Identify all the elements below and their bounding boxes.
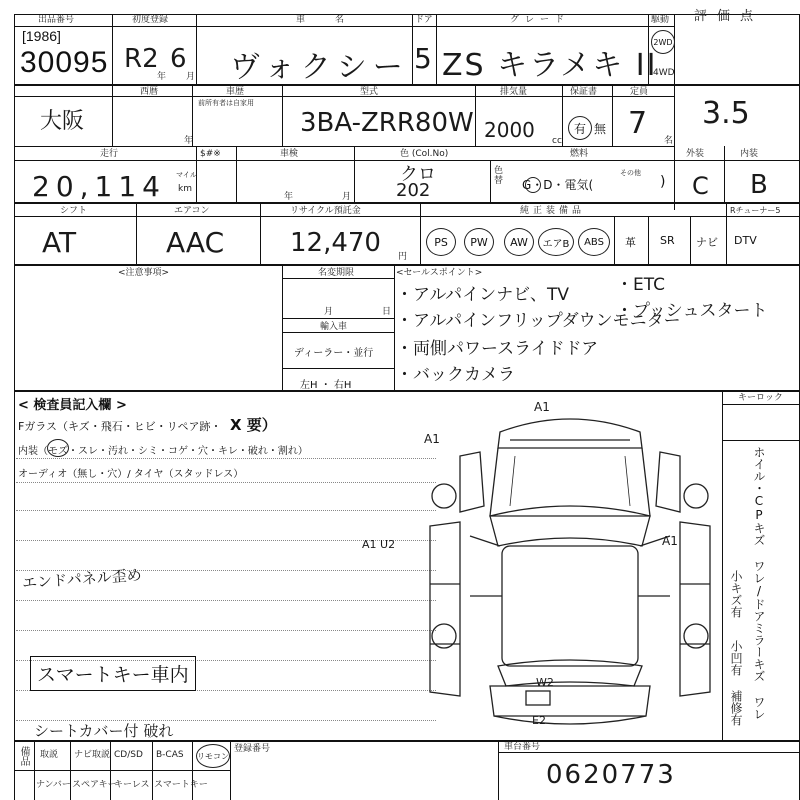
grade: ZS キラメキ II (442, 48, 658, 83)
insp-month-suffix: 月 (342, 192, 352, 202)
equip-abs: ABS (578, 228, 610, 256)
rule (16, 510, 436, 511)
displacement: 2000 (484, 118, 535, 142)
first-reg-label: 初度登録 (132, 15, 169, 25)
sep (726, 204, 727, 264)
equip-sunroof: SR (660, 234, 675, 247)
sep (112, 14, 113, 84)
sep (475, 86, 476, 146)
sales-point-3: ・両側パワースライドドア (396, 339, 599, 359)
equip-navi: ナビ (696, 236, 718, 249)
mark-left-mid: A1 U2 (362, 538, 396, 551)
name-change-label: 名変期限 (318, 268, 355, 278)
row1-header-line (14, 26, 674, 27)
car-name: ヴォクシー (230, 50, 409, 85)
rule (16, 458, 436, 459)
import-label: 輸入車 (320, 322, 348, 332)
sep (152, 740, 153, 800)
sep (722, 390, 723, 740)
keylock-label: キーロック (738, 393, 783, 403)
row2-bottom (14, 146, 674, 147)
sep (282, 368, 394, 369)
sep (612, 86, 613, 146)
inspection-label: 車検 (280, 149, 299, 159)
fuel-label: 燃料 (570, 149, 589, 159)
era: R2 (124, 44, 159, 74)
right-note-3: 補修有 (729, 690, 743, 726)
sep (354, 146, 355, 202)
cc-unit: cc (552, 136, 562, 146)
car-diagram (420, 396, 720, 736)
doors: 5 (414, 42, 432, 75)
insp-year-suffix: 年 (284, 192, 294, 202)
sep (724, 146, 725, 202)
sep (110, 740, 111, 800)
item-cd-sd: CD/SD (114, 750, 143, 760)
location: 大阪 (40, 108, 85, 133)
model-code: 3BA-ZRR80W (300, 108, 474, 138)
item-bcas: B-CAS (156, 750, 184, 760)
prep-label: 備品 (18, 746, 29, 766)
exterior-label: 外装 (686, 149, 705, 159)
history-note: 前所有者は自家用 (198, 99, 254, 107)
km-unit: km (178, 184, 192, 194)
shift-label: シフト (60, 206, 88, 216)
right-note-1: 小キズ有 (729, 570, 743, 618)
fuel-close: ) (660, 174, 666, 190)
sep (490, 160, 491, 202)
sales-point-right-2: ・プッシュスタート (616, 301, 768, 321)
item-manual: 取説 (40, 750, 59, 760)
recycle-fee: 12,470 (290, 228, 381, 258)
rule (16, 600, 436, 601)
mile-unit: マイル (176, 171, 197, 179)
drive-2wd: 2WD (651, 30, 675, 54)
west-label: 西暦 (140, 87, 159, 97)
sep (282, 332, 394, 333)
lot-number: 30095 (20, 46, 109, 79)
border-left (14, 14, 15, 800)
handwritten-note-1: エンドパネル歪め (21, 565, 143, 593)
sep (674, 146, 675, 202)
sep (282, 278, 394, 279)
sep (498, 752, 800, 753)
door-label: ドア (415, 15, 433, 25)
rule (16, 482, 436, 483)
reg-no-label: 登録番号 (234, 744, 271, 754)
interior-line: 内装（モズ・スレ・汚れ・シミ・コゲ・穴・キレ・破れ・割れ） (18, 446, 308, 457)
sep (196, 14, 197, 84)
item-smart-key: スマートキー (154, 780, 208, 790)
interior-circle (47, 439, 69, 457)
sep (236, 146, 237, 202)
sep (136, 204, 137, 264)
sep (192, 740, 193, 800)
equip-dtv: DTV (734, 234, 757, 247)
tax-label: $#※ (200, 149, 221, 159)
rule (16, 630, 436, 631)
sep (648, 216, 649, 264)
sep (412, 14, 413, 84)
seats-label: 定員 (630, 87, 649, 97)
audio-line: オーディオ（無し・穴）/ タイヤ（スタッドレス） (18, 469, 244, 480)
recycle-label: リサイクル預託金 (290, 206, 361, 216)
seats: 7 (628, 106, 648, 141)
sep (436, 14, 437, 84)
other-label: その他 (620, 169, 641, 177)
score: 3.5 (702, 96, 750, 131)
equipment-label: 純正装備品 (520, 206, 586, 216)
row4-header-line (14, 216, 800, 217)
sep (260, 204, 261, 264)
color-change-label: 色替 (494, 166, 504, 186)
history-label: 車歴 (226, 87, 245, 97)
exterior-grade: C (692, 172, 709, 200)
caution-label: <注意事項> (118, 268, 170, 278)
sep (722, 440, 800, 441)
item-spare-key: スペアキー (72, 780, 117, 790)
fuel-options: G・D・電気( (522, 178, 594, 192)
color-no: 202 (396, 180, 431, 201)
sep (420, 204, 421, 264)
ac: AAC (166, 226, 225, 259)
item-number: ナンバー (36, 780, 71, 790)
glass-mark: X 要） (230, 416, 277, 434)
fuel-gasoline-circle (525, 177, 541, 193)
warranty-no: 無 (594, 122, 607, 136)
sep (614, 216, 615, 264)
year-suffix: 年 (157, 72, 167, 82)
right-note-2: 小凹有 (729, 640, 743, 676)
mileage: 20,114 (32, 170, 166, 203)
steering-label: 左H ・ 右H (300, 380, 352, 391)
model-label: 型式 (360, 87, 379, 97)
month-suffix: 月 (186, 72, 196, 82)
name-suffix: 名 (664, 136, 674, 146)
inspector-title: < 検査員記入欄 > (18, 398, 127, 413)
sales-point-4: ・バックカメラ (396, 365, 515, 385)
sep (70, 740, 71, 800)
sep (112, 86, 113, 146)
lot-label: 出品番号 (38, 15, 75, 25)
sep (282, 318, 394, 319)
car-name-label: 車名 (296, 15, 375, 25)
mark-bottom-e2: E2 (532, 714, 546, 727)
tuner-label: Rチューナー5 (730, 206, 781, 215)
equip-ps: PS (426, 228, 456, 256)
sep (498, 740, 499, 800)
mark-top-a1: A1 (534, 400, 550, 414)
sep (394, 266, 395, 390)
item-remote: リモコン (196, 744, 230, 768)
sales-point-right-1: ・ETC (616, 275, 665, 295)
equip-aw: AW (504, 228, 534, 256)
sep (562, 86, 563, 146)
equip-leather: 革 (625, 236, 636, 249)
equip-pw: PW (464, 228, 494, 256)
sales-points-label: <セールスポイント> (396, 268, 483, 278)
displacement-label: 排気量 (500, 87, 528, 97)
item-navi-manual: ナビ取説 (74, 750, 111, 760)
sep (230, 740, 231, 800)
color-name: クロ (400, 164, 436, 185)
reg-year: 6 (170, 44, 187, 74)
ac-label: エアコン (174, 206, 210, 216)
sep (282, 86, 283, 146)
mark-left-top: A1 (424, 432, 440, 446)
mileage-label: 走行 (100, 149, 119, 159)
sep (690, 216, 691, 264)
nc-day: 日 (382, 307, 392, 317)
yen-unit: 円 (398, 252, 408, 262)
dealer-label: ディーラー・並行 (294, 348, 374, 359)
year-label: 年 (184, 136, 194, 146)
handwritten-note-2: シートカバー付 破れ (34, 722, 174, 740)
interior-grade: B (750, 170, 768, 200)
smart-key-box: スマートキー車内 (30, 656, 196, 691)
grade-label: グレード (510, 15, 571, 25)
warranty-yes: 有 (568, 116, 592, 140)
sales-point-1: ・アルパインナビ、TV (396, 285, 569, 305)
sep (722, 404, 800, 405)
chassis-number: 0620773 (546, 760, 676, 790)
notes-bottom (14, 390, 800, 392)
year-ref: [1986] (22, 28, 61, 44)
glass-line: Fガラス（キズ・飛石・ヒビ・リペア跡・ (18, 420, 222, 433)
chassis-label: 車台番号 (504, 742, 541, 752)
nc-month: 月 (324, 307, 334, 317)
interior-label: 内装 (740, 149, 759, 159)
color-label: 色 (Col.No) (400, 149, 449, 159)
warranty-label: 保証書 (570, 87, 598, 97)
mark-right-a1: A1 (662, 534, 678, 548)
sep (282, 266, 283, 390)
score-label: 評価点 (694, 9, 764, 24)
sep (14, 770, 230, 771)
drive-label: 駆動 (651, 15, 670, 25)
sales-point-2: ・アルパインフリップダウンモニター (396, 311, 681, 331)
equip-airbag: エアB (538, 228, 574, 256)
drive-4wd: 4WD (653, 68, 675, 78)
mark-bottom-w2: W2 (536, 676, 554, 689)
row4-bottom (14, 264, 800, 266)
right-vertical-text: ホイル・CPキズ ワレ/ドアミラーキズ ワレ (752, 446, 766, 720)
sep (34, 740, 35, 800)
shift: AT (42, 226, 77, 259)
item-keyless: キーレス (114, 780, 150, 790)
